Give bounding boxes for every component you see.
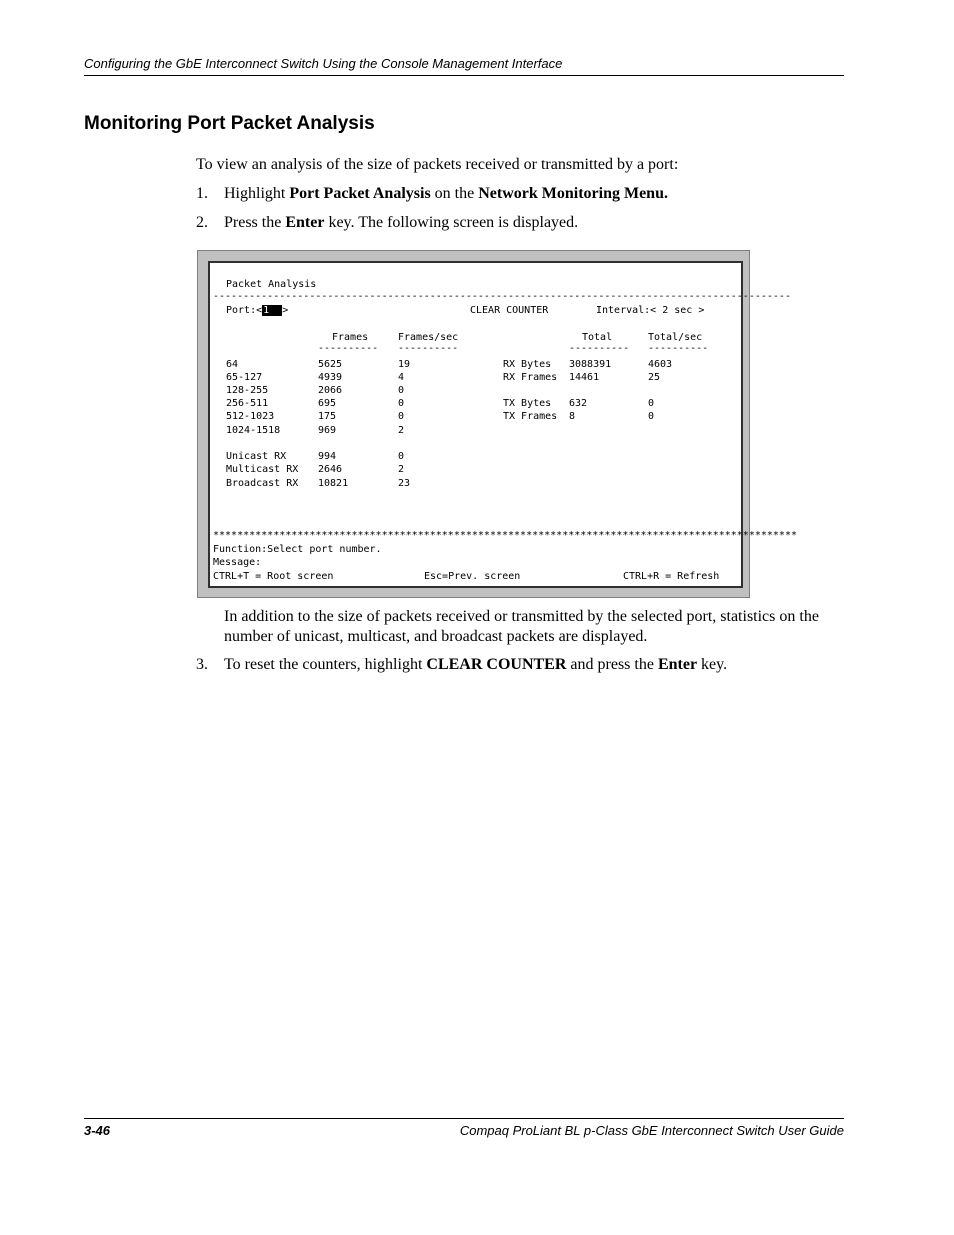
step-text: To reset the counters, highlight CLEAR COUNTER and press the Enter key. [224,656,728,673]
rxtx-row-total: 14461 [569,372,600,383]
cast-row-frames: 2646 [318,464,343,475]
cast-row-label: Unicast RX [226,451,287,462]
clear-counter-button[interactable]: CLEAR COUNTER [470,305,549,316]
cast-row-fps: 0 [398,451,405,462]
size-row-frames: 695 [318,398,337,409]
col-underline: ---------- [318,343,379,354]
rxtx-row-total: 8 [569,411,576,422]
size-row-fps: 0 [398,398,405,409]
col-underline: ---------- [648,343,709,354]
cast-row-label: Broadcast RX [226,478,299,489]
size-row-frames: 5625 [318,359,343,370]
console-divider: ------------------------------------------------------------------------------------------------ [213,291,791,302]
page-footer [84,1118,844,1138]
size-row-frames: 4939 [318,372,343,383]
col-frames: Frames [332,332,369,343]
rxtx-row-total: 3088391 [569,359,612,370]
console-star-divider: ************************************************************************************************* [213,530,797,541]
rxtx-row-total: 632 [569,398,588,409]
rxtx-row-label: RX Frames [503,372,558,383]
cast-row-fps: 23 [398,478,411,489]
page-number: 3-46 [84,1123,111,1138]
interval-field[interactable]: Interval:< 2 sec > [596,305,705,316]
step-number: 1. [196,185,208,202]
size-row-fps: 0 [398,411,405,422]
key-prev-screen: Esc=Prev. screen [424,571,521,582]
message-line: Message: [213,557,262,568]
size-row-fps: 2 [398,425,405,436]
guide-title: Compaq ProLiant BL p-Class GbE Interconnect Switch User Guide [459,1123,844,1138]
console-title: Packet Analysis [226,279,317,290]
rxtx-row-per-sec: 4603 [648,359,673,370]
col-total: Total [582,332,613,343]
rxtx-row-label: RX Bytes [503,359,552,370]
additional-paragraph: In addition to the size of packets received or transmitted by the selected port, statistics on the number of unicast, multicast, and broadcast packets are displayed. [224,608,819,645]
key-root-screen: CTRL+T = Root screen [213,571,334,582]
size-row-frames: 969 [318,425,337,436]
size-row-label: 64 [226,359,239,370]
function-line: Function:Select port number. [213,544,382,555]
size-row-fps: 19 [398,359,411,370]
col-total-sec: Total/sec [648,332,703,343]
console-screen [208,261,797,588]
rxtx-row-per-sec: 0 [648,398,655,409]
step-text: Highlight Port Packet Analysis on the Network Monitoring Menu. [224,185,668,202]
cast-row-fps: 2 [398,464,405,475]
console-screenshot [197,250,797,598]
size-row-label: 1024-1518 [226,425,281,436]
col-underline: ---------- [569,343,630,354]
key-refresh: CTRL+R = Refresh [623,571,720,582]
size-row-frames: 175 [318,411,337,422]
intro-paragraph: To view an analysis of the size of packets received or transmitted by a port: [196,156,679,173]
size-row-label: 128-255 [226,385,269,396]
rxtx-row-label: TX Bytes [503,398,552,409]
port-value[interactable]: 1 [263,305,282,316]
step-number: 2. [196,214,208,231]
cast-row-frames: 994 [318,451,337,462]
rxtx-row-per-sec: 25 [648,372,661,383]
section-title: Monitoring Port Packet Analysis [84,113,375,134]
size-row-label: 65-127 [226,372,263,383]
size-row-label: 256-511 [226,398,269,409]
rxtx-row-label: TX Frames [503,411,558,422]
port-field[interactable]: Port:<1 > [226,305,289,316]
size-row-fps: 0 [398,385,405,396]
rxtx-row-per-sec: 0 [648,411,655,422]
col-frames-sec: Frames/sec [398,332,459,343]
step-text: Press the Enter key. The following screen is displayed. [224,214,579,231]
cast-row-frames: 10821 [318,478,349,489]
size-row-label: 512-1023 [226,411,275,422]
col-underline: ---------- [398,343,459,354]
size-row-fps: 4 [398,372,405,383]
cast-row-label: Multicast RX [226,464,299,475]
size-row-frames: 2066 [318,385,343,396]
running-header: Configuring the GbE Interconnect Switch Using the Console Management Interface [84,56,844,76]
step-number: 3. [196,656,208,673]
